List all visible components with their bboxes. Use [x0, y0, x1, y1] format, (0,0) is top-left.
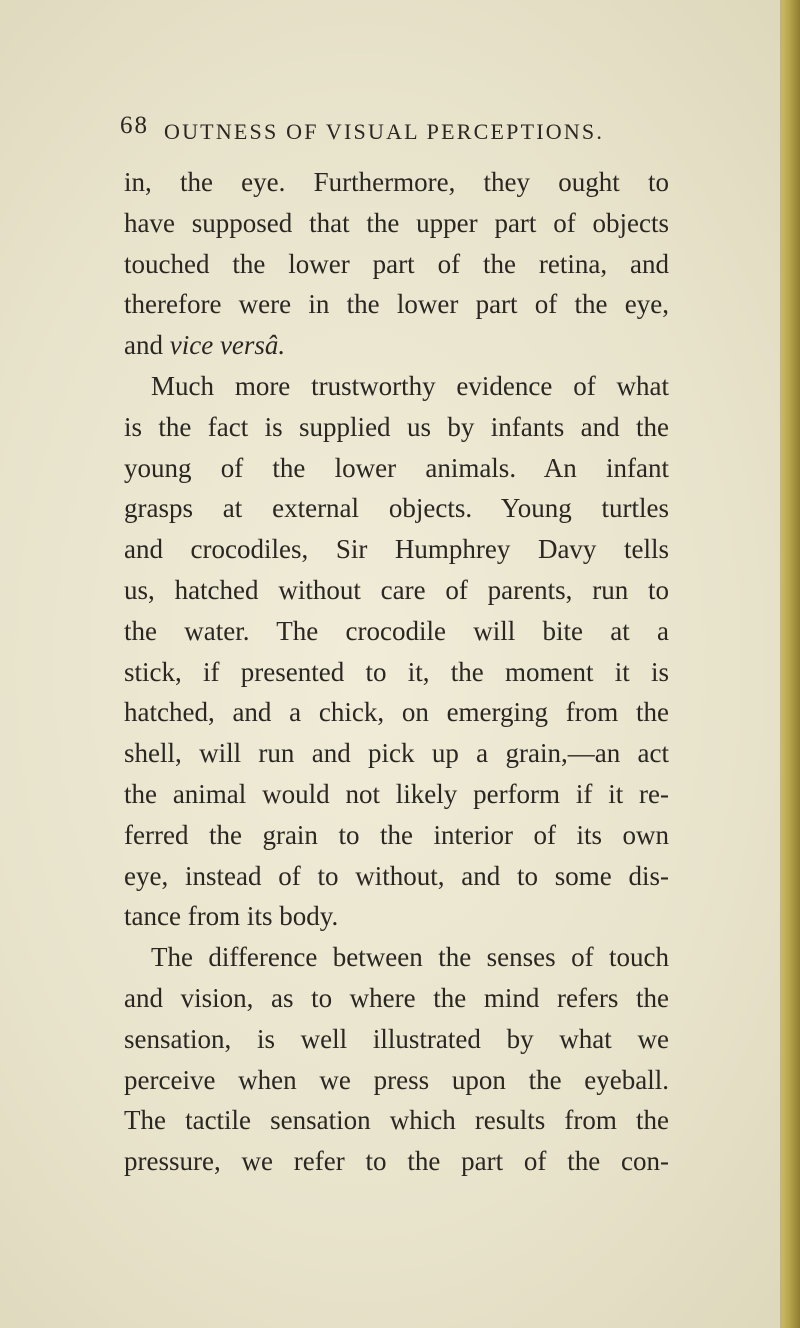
- text-line: young of the lower animals. An infant: [124, 452, 669, 483]
- page-header: [120, 112, 680, 152]
- book-edge: [782, 0, 800, 1328]
- text-line: grasps at external objects. Young turtles: [124, 493, 669, 524]
- paragraph-first-line: Much more trustworthy evidence of what: [151, 370, 669, 401]
- italic-phrase: vice versâ.: [169, 330, 286, 361]
- text-line: tance from its body.: [124, 901, 339, 932]
- text-line: and vision, as to where the mind refers the: [124, 982, 669, 1013]
- running-head: OUTNESS OF VISUAL PERCEPTIONS.: [164, 119, 605, 144]
- text-line: us, hatched without care of parents, run to: [124, 574, 669, 605]
- text-line: sensation, is well illustrated by what we: [124, 1023, 669, 1054]
- paragraph-first-line: The difference between the senses of touch: [151, 942, 669, 973]
- text-line: [124, 325, 669, 366]
- text-line: have supposed that the upper part of objects: [124, 207, 669, 238]
- text-line: is the fact is supplied us by infants and the: [124, 411, 669, 442]
- page-number: 68: [120, 112, 149, 139]
- text-line: perceive when we press upon the eyeball.: [124, 1064, 669, 1095]
- text-line: in, the eye. Furthermore, they ought to: [124, 167, 669, 197]
- text-line: touched the lower part of the retina, and: [124, 248, 669, 279]
- text-line: the animal would not likely perform if it re-: [124, 778, 669, 809]
- text-line: The tactile sensation which results from the: [124, 1105, 669, 1136]
- text-line: ferred the grain to the interior of its own: [124, 819, 669, 850]
- text-line: shell, will run and pick up a grain,—an act: [124, 738, 669, 769]
- text-line: pressure, we refer to the part of the con-: [124, 1146, 669, 1177]
- text-fragment: and: [124, 330, 170, 361]
- text-line: eye, instead of to without, and to some dis-: [124, 860, 669, 891]
- text-line: stick, if presented to it, the moment it is: [124, 656, 669, 687]
- body-text: [124, 162, 669, 1182]
- text-line: therefore were in the lower part of the eye,: [124, 289, 669, 320]
- text-line: and crocodiles, Sir Humphrey Davy tells: [124, 534, 669, 565]
- text-line: hatched, and a chick, on emerging from the: [124, 697, 669, 728]
- text-line: the water. The crocodile will bite at a: [124, 615, 669, 646]
